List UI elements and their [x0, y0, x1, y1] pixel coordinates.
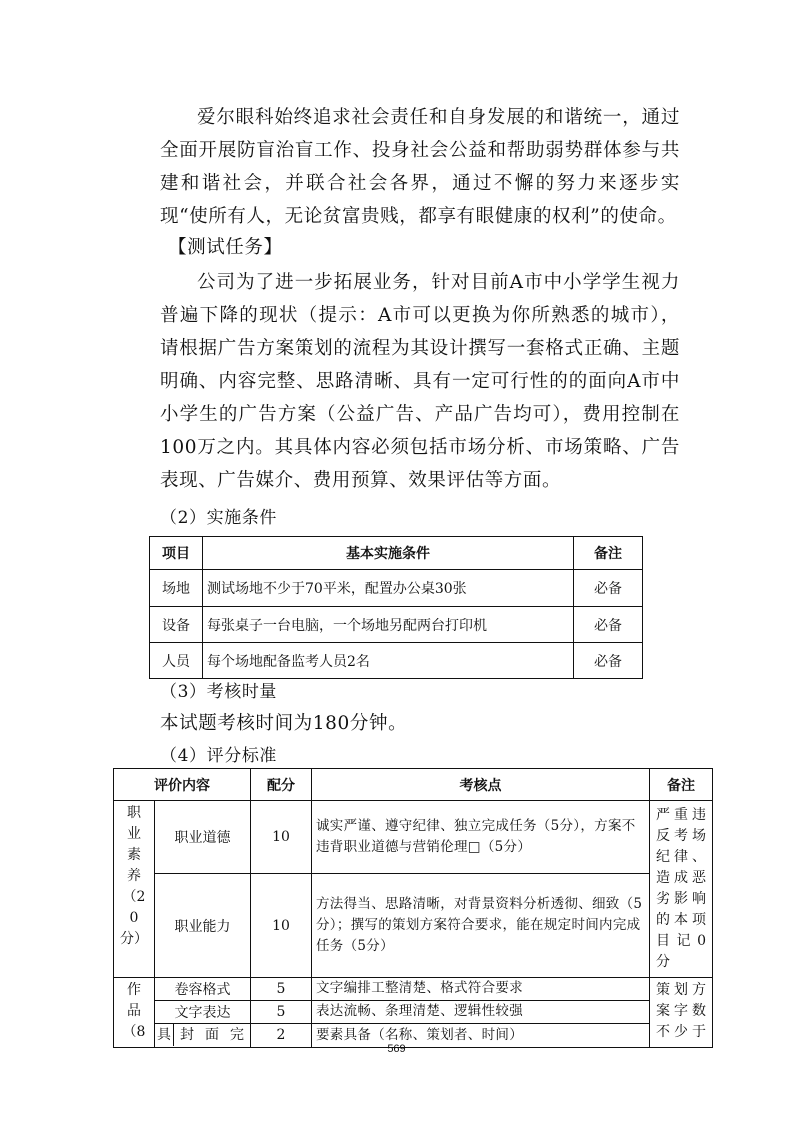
- point-ability: 方法得当、思路清晰，对背景资料分析透彻、细致（5分）；撰写的策划方案符合要求，能在规定时间内完成任务（5分）: [312, 874, 650, 978]
- conditions-cell-cond: 测试场地不少于70平米，配置办公桌30张: [203, 570, 574, 607]
- score-cover: 2: [251, 1023, 312, 1047]
- note-professional: 严重违反考场纪律、造成恶劣影响的本项目记0分: [650, 801, 713, 978]
- page-number: 569: [387, 1043, 406, 1055]
- criterion-ethics: 职业道德: [155, 801, 251, 874]
- note-work: 策划方案字数不少于: [650, 978, 713, 1048]
- task-paragraph: 公司为了进一步拓展业务，针对目前A市中小学学生视力普遍下降的现状（提示：A市可以更换为你所熟悉的城市），请根据广告方案策划的流程为其设计撰写一套格式正确、主题明确、内容完整、思路清晰、具有一定可行性的的面向A市中小学生的广告方案（公益广告、产品广告均可），费用控制在100万之内。其具体内容必须包括市场分析、市场策略、广告表现、广告媒介、费用预算、效果评估等方面。: [160, 272, 680, 491]
- point-cover: 要素具备（名称、策划者、时间）: [312, 1023, 650, 1047]
- conditions-cell-note: 必备: [574, 643, 643, 679]
- score-format: 5: [251, 978, 312, 1001]
- point-expression: 表达流畅、条理清楚、逻辑性较强: [312, 1000, 650, 1023]
- point-format: 文字编排工整清楚、格式符合要求: [312, 978, 650, 1001]
- conditions-header-note: 备注: [574, 537, 643, 570]
- time-heading: （3）考核时量: [160, 682, 278, 702]
- criterion-format: 卷容格式: [155, 978, 251, 1001]
- scoring-header-note: 备注: [650, 769, 713, 801]
- conditions-cell-cond: 每个场地配备监考人员2名: [203, 643, 574, 679]
- conditions-cell-cond: 每张桌子一台电脑，一个场地另配两台打印机: [203, 607, 574, 643]
- score-ethics: 10: [251, 801, 312, 874]
- criterion-cover-part-b: 封面完: [180, 1027, 244, 1044]
- score-expression: 5: [251, 1000, 312, 1023]
- scoring-header-score: 配分: [251, 769, 312, 801]
- point-ethics: 诚实严谨、遵守纪律、独立完成任务（5分），方案不违背职业道德与营销伦理□（5分）: [312, 801, 650, 874]
- conditions-header-cond: 基本实施条件: [203, 537, 574, 570]
- criterion-expression: 文字表达: [155, 1000, 251, 1023]
- conditions-cell-item: 设备: [150, 607, 203, 643]
- task-heading: 【测试任务】: [168, 237, 283, 258]
- scoring-table: [113, 768, 713, 1048]
- criterion-cover-part-a: 具: [155, 1024, 174, 1046]
- scoring-header-point: 考核点: [312, 769, 650, 801]
- scoring-heading: （4）评分标准: [160, 746, 278, 766]
- conditions-header-item: 项目: [150, 537, 203, 570]
- conditions-cell-note: 必备: [574, 607, 643, 643]
- category-professional: 职 业 素 养 （2 0 分）: [114, 801, 155, 978]
- category-work: 作 品 （8: [114, 978, 155, 1048]
- scoring-header-content: 评价内容: [114, 769, 251, 801]
- conditions-cell-item: 人员: [150, 643, 203, 679]
- score-ability: 10: [251, 874, 312, 978]
- conditions-cell-item: 场地: [150, 570, 203, 607]
- criterion-ability: 职业能力: [155, 874, 251, 978]
- conditions-cell-note: 必备: [574, 570, 643, 607]
- conditions-table: [149, 536, 643, 679]
- intro-paragraph: 爱尔眼科始终追求社会责任和自身发展的和谐统一，通过全面开展防盲治盲工作、投身社会公益和帮助弱势群体参与共建和谐社会，并联合社会各界，通过不懈的努力来逐步实现“使所有人，无论贫富贵贱，都享有眼健康的权利”的使命。: [160, 107, 680, 227]
- time-text: 本试题考核时间为180分钟。: [160, 713, 408, 734]
- conditions-heading: （2）实施条件: [160, 508, 278, 528]
